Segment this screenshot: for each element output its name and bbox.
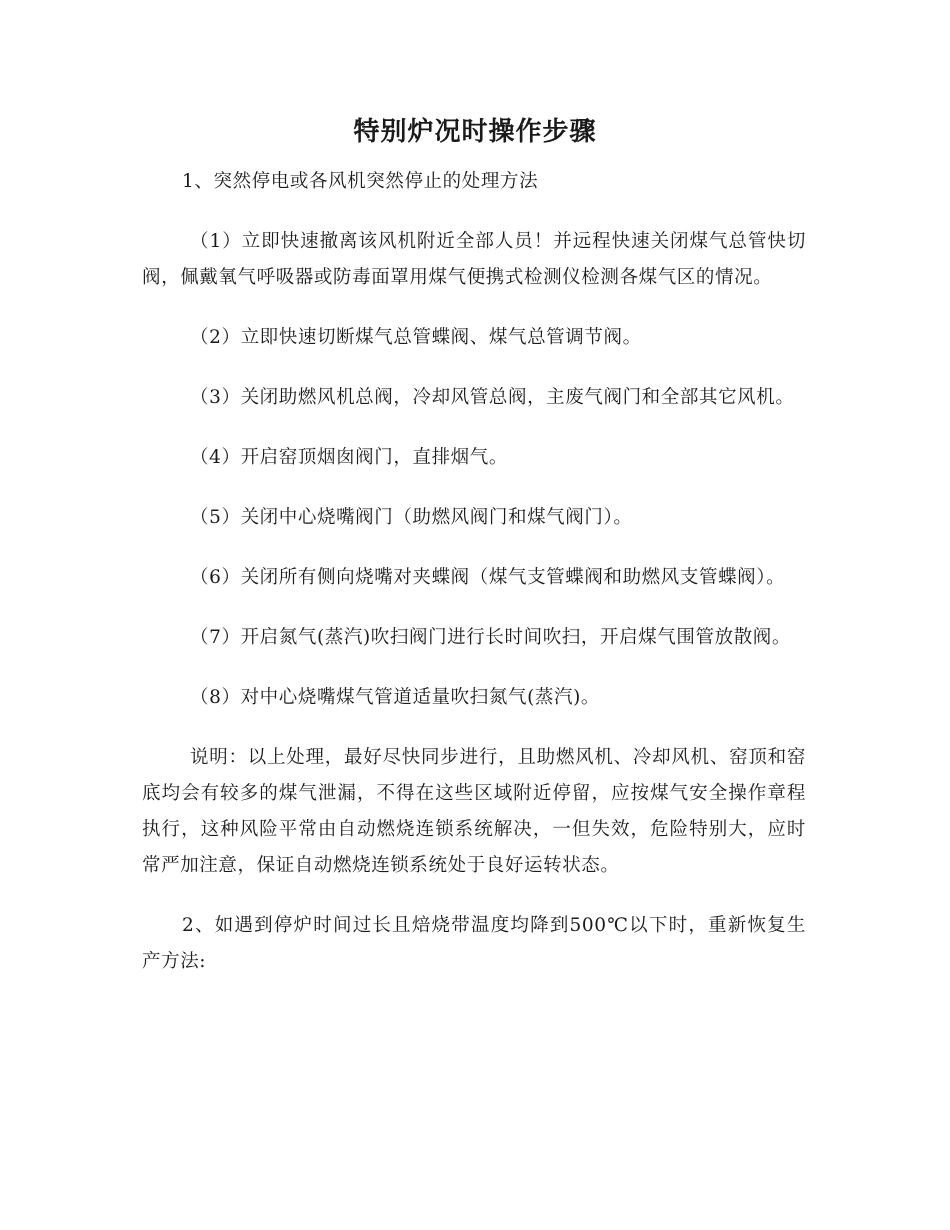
- step-paragraph-7: （7）开启氮气(蒸汽)吹扫阀门进行长时间吹扫，开启煤气围管放散阀。: [190, 627, 792, 648]
- step-paragraph-8: （8）对中心烧嘴煤气管道适量吹扫氮气(蒸汽)。: [190, 687, 601, 708]
- document-body: [142, 164, 806, 1004]
- document-title: 特别炉况时操作步骤: [353, 117, 597, 147]
- note-paragraph: 说明：以上处理，最好尽快同步进行，且助燃风机、冷却风机、窑顶和窑底均会有较多的煤气泄漏，不得在这些区域附近停留，应按煤气安全操作章程执行，这种风险平常由自动燃烧连锁系统解决，一但失效，危险特别大，应时常严加注意，保证自动燃烧连锁系统处于良好运转状态。: [142, 747, 806, 876]
- step-paragraph-1: （1）立即快速撤离该风机附近全部人员！并远程快速关闭煤气总管快切阀，佩戴氧气呼吸器或防毒面罩用煤气便携式检测仪检测各煤气区的情况。: [142, 231, 806, 288]
- step-paragraph-5: （5）关闭中心烧嘴阀门（助燃风阀门和煤气阀门）。: [190, 507, 633, 528]
- step-paragraph-3: （3）关闭助燃风机总阀，冷却风管总阀，主废气阀门和全部其它风机。: [190, 387, 795, 408]
- section-heading-1: 1、突然停电或各风机突然停止的处理方法: [182, 171, 539, 192]
- step-paragraph-2: （2）立即快速切断煤气总管蝶阀、煤气总管调节阀。: [190, 327, 642, 348]
- step-paragraph-4: （4）开启窑顶烟囱阀门，直排烟气。: [190, 447, 508, 468]
- step-paragraph-6: （6）关闭所有侧向烧嘴对夹蝶阀（煤气支管蝶阀和助燃风支管蝶阀）。: [190, 567, 786, 588]
- section-heading-2: 2、如遇到停炉时间过长且焙烧带温度均降到500℃以下时，重新恢复生产方法:: [142, 915, 806, 972]
